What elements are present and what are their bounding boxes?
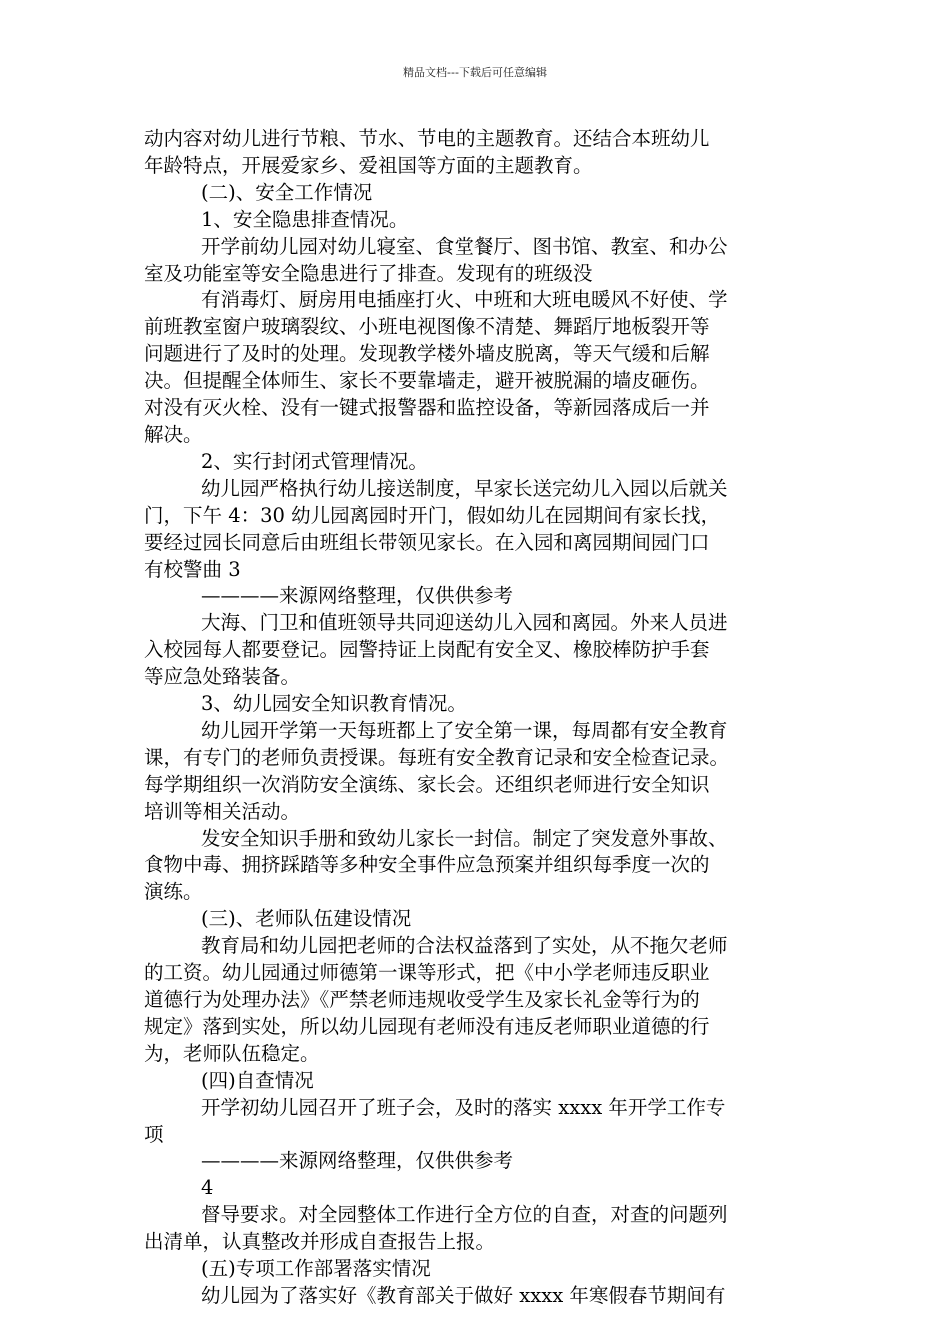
text-line: 出清单，认真整改并形成自查报告上报。 — [144, 1230, 496, 1254]
text-line: 开学初幼儿园召开了班子会，及时的落实 xxxx 年开学工作专 — [201, 1095, 726, 1119]
text-line: 幼儿园严格执行幼儿接送制度，早家长送完幼儿入园以后就关 — [201, 476, 728, 500]
text-line: 有校警曲 3 — [144, 557, 241, 581]
text-line: 为，老师队伍稳定。 — [144, 1041, 320, 1065]
text-line: 入校园每人都要登记。园警持证上岗配有安全叉、橡胶棒防护手套 — [144, 638, 710, 662]
text-line: (五)专项工作部署落实情况 — [201, 1257, 431, 1281]
text-line: 3、幼儿园安全知识教育情况。 — [201, 692, 467, 716]
text-line: 问题进行了及时的处理。发现教学楼外墙皮脱离，等天气缓和后解 — [144, 342, 710, 366]
text-line: 等应急处臵装备。 — [144, 665, 301, 689]
text-line: 道德行为处理办法》《严禁老师违规收受学生及家长礼金等行为的 — [144, 988, 700, 1011]
text-line: 2、实行封闭式管理情况。 — [201, 449, 428, 473]
text-line: 发安全知识手册和致幼儿家长一封信。制定了突发意外事故、 — [201, 826, 728, 850]
text-line: 食物中毒、拥挤踩踏等多种安全事件应急预案并组织每季度一次的 — [144, 853, 710, 877]
text-line: 课，有专门的老师负责授课。每班有安全教育记录和安全检查记录。 — [144, 745, 730, 769]
text-line: 幼儿园开学第一天每班都上了安全第一课，每周都有安全教育 — [201, 718, 728, 742]
text-line: 演练。 — [144, 880, 203, 904]
text-line: 幼儿园为了落实好《教育部关于做好 xxxx 年寒假春节期间有 — [201, 1283, 726, 1307]
page-header: 精品文档---下载后可任意编辑 — [403, 66, 547, 79]
text-line: 年龄特点，开展爱家乡、爱祖国等方面的主题教育。 — [144, 153, 593, 177]
text-line: 要经过园长同意后由班组长带领见家长。在入园和离园期间园门口 — [144, 530, 710, 554]
text-line: 动内容对幼儿进行节粮、节水、节电的主题教育。还结合本班幼儿 — [144, 127, 710, 150]
text-line: 培训等相关活动。 — [144, 799, 301, 823]
text-line: 大海、门卫和值班领导共同迎送幼儿入园和离园。外来人员进 — [201, 611, 728, 635]
text-line: 教育局和幼儿园把老师的合法权益落到了实处，从不拖欠老师 — [201, 934, 728, 958]
text-line: 4 — [201, 1176, 214, 1200]
text-line: (二)、安全工作情况 — [201, 180, 373, 204]
text-line: 项 — [144, 1122, 164, 1146]
text-line: 督导要求。对全园整体工作进行全方位的自查，对查的问题列 — [201, 1203, 728, 1227]
text-line: 的工资。幼儿园通过师德第一课等形式，把《中小学老师违反职业 — [144, 961, 710, 985]
text-line: (四)自查情况 — [201, 1068, 314, 1092]
text-line: 室及功能室等安全隐患进行了排查。发现有的班级没 — [144, 261, 593, 285]
text-line: 解决。 — [144, 422, 203, 446]
text-line: 对没有灭火栓、没有一键式报警器和监控设备，等新园落成后一并 — [144, 396, 710, 420]
text-line: 有消毒灯、厨房用电插座打火、中班和大班电暖风不好使、学 — [201, 288, 728, 312]
text-line: ————来源网络整理，仅供供参考 — [201, 584, 514, 608]
text-line: 1、安全隐患排查情况。 — [201, 207, 409, 231]
text-line: 每学期组织一次消防安全演练、家长会。还组织老师进行安全知识 — [144, 772, 710, 796]
text-line: 开学前幼儿园对幼儿寝室、食堂餐厅、图书馆、教室、和办公 — [201, 234, 728, 258]
text-line: 门，下午 4：30 幼儿园离园时开门，假如幼儿在园期间有家长找， — [144, 503, 721, 527]
text-line: (三)、老师队伍建设情况 — [201, 907, 412, 931]
text-line: 决。但提醒全体师生、家长不要靠墙走，避开被脱漏的墙皮砸伤。 — [144, 369, 710, 393]
text-line: 规定》落到实处，所以幼儿园现有老师没有违反老师职业道德的行 — [144, 1014, 710, 1038]
text-line: ————来源网络整理，仅供供参考 — [201, 1149, 514, 1173]
document-body — [144, 126, 824, 1310]
text-line: 前班教室窗户玻璃裂纹、小班电视图像不清楚、舞蹈厅地板裂开等 — [144, 315, 710, 339]
